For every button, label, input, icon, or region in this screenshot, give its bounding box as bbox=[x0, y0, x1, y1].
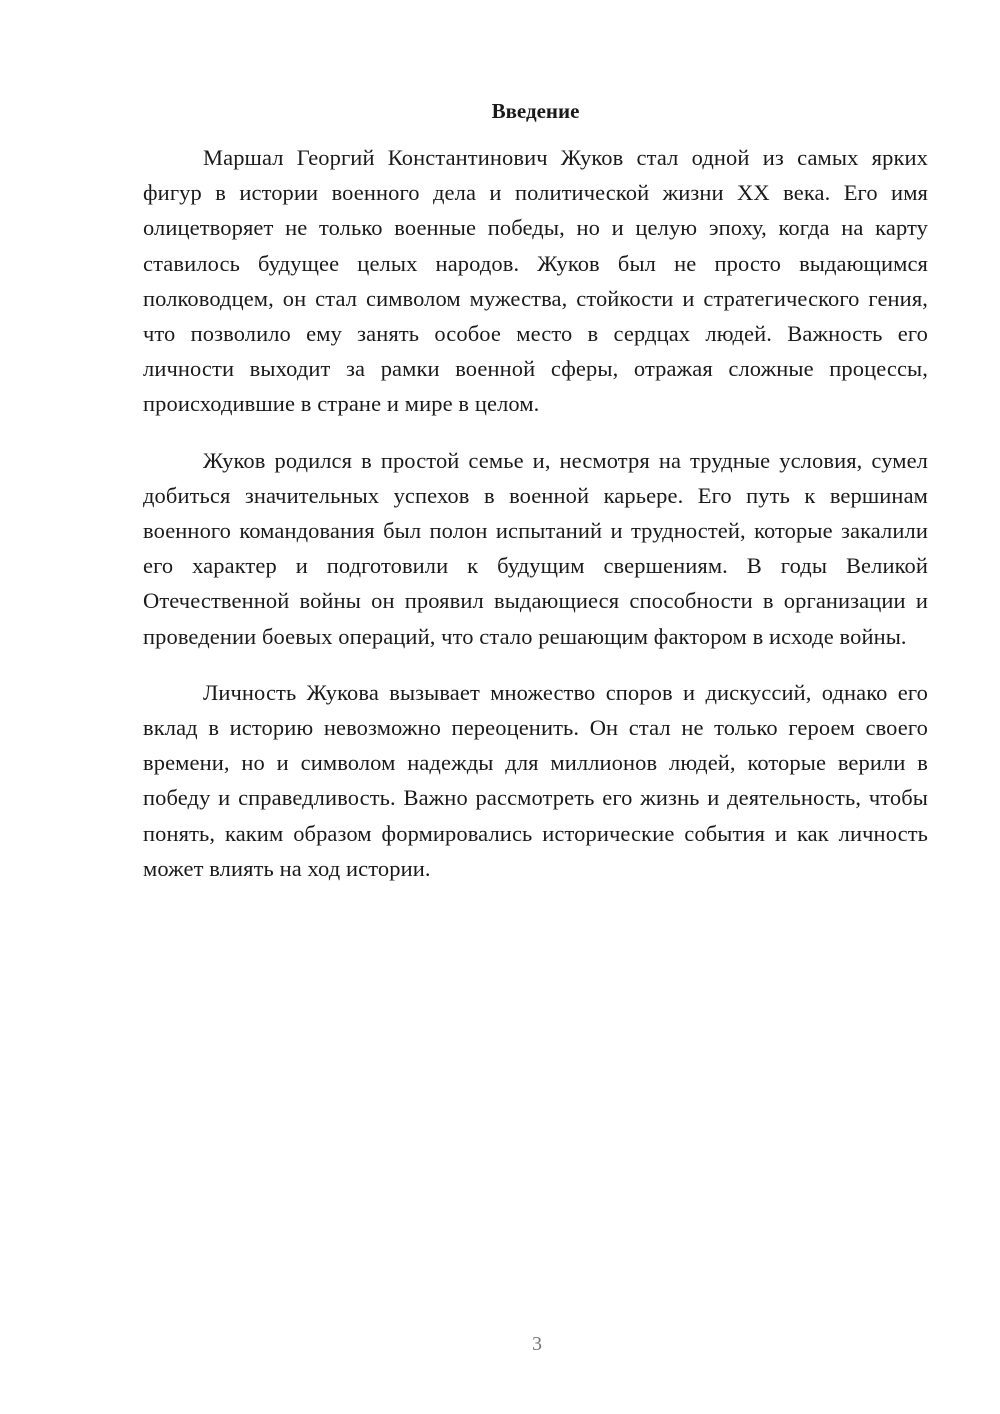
paragraph-1: Маршал Георгий Константинович Жуков стал одной из самых ярких фигур в истории военного дела и политической жизни XX века. Его имя олицетворяет не только военные победы, но и целую эпоху, когда на карту ставилось будущее целых народов. Жуков был не просто выдающимся полководцем, он стал символом мужества, стойкости и стратегического гения, что позволило ему занять особое место в сердцах людей. Важность его личности выходит за рамки военной сферы, отражая сложные процессы, происходившие в стране и мире в целом. bbox=[143, 145, 928, 417]
page-content bbox=[143, 94, 928, 907]
page-number: 3 bbox=[532, 1333, 542, 1355]
section-heading: Введение bbox=[491, 99, 580, 123]
paragraph-2: Жуков родился в простой семье и, несмотря на трудные условия, сумел добиться значительных успехов в военной карьере. Его путь к вершинам военного командования был полон испытаний и трудностей, которые закалили его характер и подготовили к будущим свершениям. В годы Великой Отечественной войны он проявил выдающиеся способности в организации и проведении боевых операций, что стало решающим фактором в исходе войны. bbox=[143, 447, 928, 649]
paragraph-3: Личность Жукова вызывает множество споров и дискуссий, однако его вклад в историю невозможно переоценить. Он стал не только героем своего времени, но и символом надежды для миллионов людей, которые верили в победу и справедливость. Важно рассмотреть его жизнь и деятельность, чтобы понять, каким образом формировались исторические события и как личность может влиять на ход истории. bbox=[143, 679, 928, 881]
